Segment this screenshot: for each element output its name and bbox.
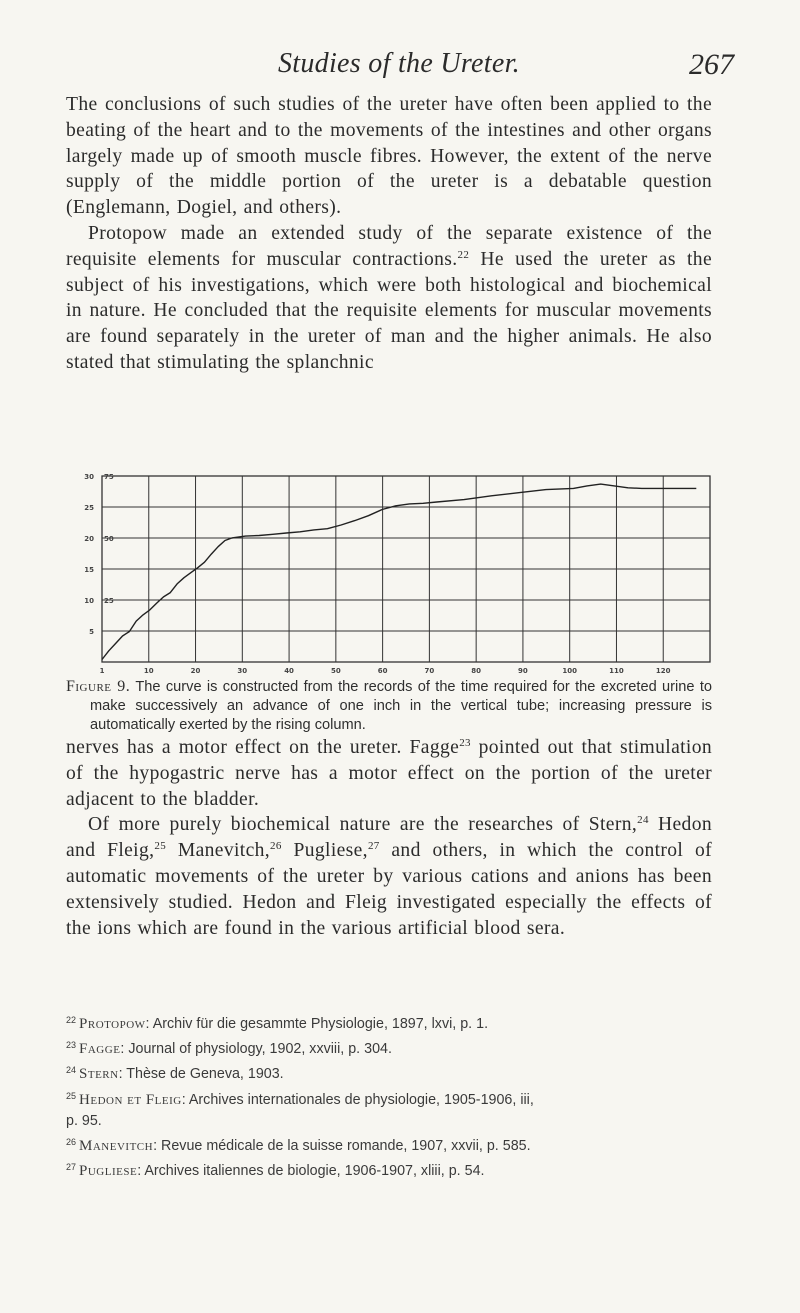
- x-tick-label: 30: [237, 667, 248, 675]
- data-curve: [102, 484, 696, 659]
- x-tick-label: 110: [609, 667, 624, 675]
- footnote-ref[interactable]: 23: [459, 737, 471, 749]
- y-tick-label: 25: [84, 504, 94, 512]
- paragraph: nerves has a motor effect on the ureter. Fagge$^{23}$ pointed out that stimulation of the hypogastric nerve has a motor effect on the portion of the ureter adjacent to the bladder.: [66, 737, 712, 810]
- y-tick-label: 10: [84, 597, 94, 605]
- figure-caption: [66, 677, 712, 735]
- y-tick-label-inner: 50: [104, 535, 114, 543]
- footnote-ref[interactable]: 27: [367, 840, 380, 853]
- x-tick-label: 20: [190, 667, 201, 675]
- page-number: 267: [689, 48, 734, 81]
- y-tick-label: 15: [84, 566, 94, 574]
- footnote: $^{22}$ Protopow: Archiv für die gesammte Physiologie, 1897, lxvi, p. 1.: [66, 1015, 489, 1032]
- x-tick-label: 10: [143, 667, 154, 675]
- x-tick-label: 70: [424, 667, 435, 675]
- body-text-top: [66, 92, 712, 376]
- footnote-ref[interactable]: 22: [457, 248, 470, 261]
- y-tick-label: 30: [84, 473, 94, 481]
- footnote: $^{27}$ Pugliese: Archives italiennes de biologie, 1906-1907, xliii, p. 54.: [66, 1162, 485, 1180]
- x-tick-label: 50: [330, 667, 341, 675]
- y-tick-label-inner: 75: [104, 473, 114, 481]
- x-tick-label: 60: [377, 667, 388, 675]
- x-tick-label: 40: [284, 667, 294, 675]
- x-tick-label: 100: [562, 667, 578, 675]
- figure-chart: [82, 470, 722, 676]
- paragraph: The conclusions of such studies of the ureter have often been applied to the beating of the heart and to the movements of the intestines and other organs largely made up of smooth muscle fibres. However, the extent of the nerve supply of the middle portion of the ureter is a debatable question (Englemann, Dogiel, and others).: [66, 94, 712, 219]
- page-header: [0, 40, 800, 90]
- footnote: $^{24}$ Stern: Thèse de Geneva, 1903.: [66, 1065, 284, 1083]
- x-tick-label: 90: [518, 667, 528, 675]
- footnote: $^{26}$ Manevitch: Revue médicale de la suisse romande, 1907, xxvii, p. 585.: [66, 1137, 531, 1155]
- caption-text: The curve is constructed from the records of the time required for the excreted urine to make successively an advance of one inch in the vertical tube; increasing pressure is automatically exerted by the rising column.: [90, 679, 712, 733]
- running-title: Studies of the Ureter.: [278, 48, 520, 79]
- caption-label: Figure 9.: [66, 678, 131, 695]
- x-tick-label: 80: [471, 667, 482, 675]
- footnote-ref[interactable]: 24: [637, 814, 649, 827]
- x-tick-label: 120: [655, 667, 671, 675]
- y-tick-label: 5: [89, 628, 94, 636]
- y-tick-label: 20: [84, 535, 94, 543]
- y-tick-label-inner: 25: [104, 597, 114, 605]
- paragraph: Protopow made an extended study of the separate existence of the requisite elements for muscular contractions.$^{22}$ He used the ureter as the subject of his investigations, which were both histological and biochemical in nature. He concluded that the requisite elements for muscular movements are found separately in the ureter of man and the higher animals. He also stated that stimulating the splanchnic: [66, 222, 712, 373]
- footnotes: [66, 1010, 712, 1182]
- footnote-ref[interactable]: 26: [270, 840, 282, 853]
- figure-9-chart: [82, 470, 722, 676]
- footnote: $^{25}$ Hedon et Fleig: Archives internationales de physiologie, 1905-1906, iii, p. 95.: [66, 1090, 534, 1129]
- x-tick-label: 1: [99, 667, 105, 675]
- body-text-bottom: [66, 735, 712, 941]
- paragraph: Of more purely biochemical nature are the researches of Stern,$^{24}$ Hedon and Fleig,$^{25}$ Manevitch,$^{26}$ Pugliese,$^{27}$ and others, in which the control of automatic movements of the ureter by various cations and anions has been extensively studied. Hedon and Fleig investigated especially the effects of the ions which are found in the various artificial blood sera.: [66, 814, 712, 939]
- footnote-ref[interactable]: 25: [154, 840, 167, 853]
- footnote: $^{23}$ Fagge: Journal of physiology, 1902, xxviii, p. 304.: [66, 1040, 392, 1058]
